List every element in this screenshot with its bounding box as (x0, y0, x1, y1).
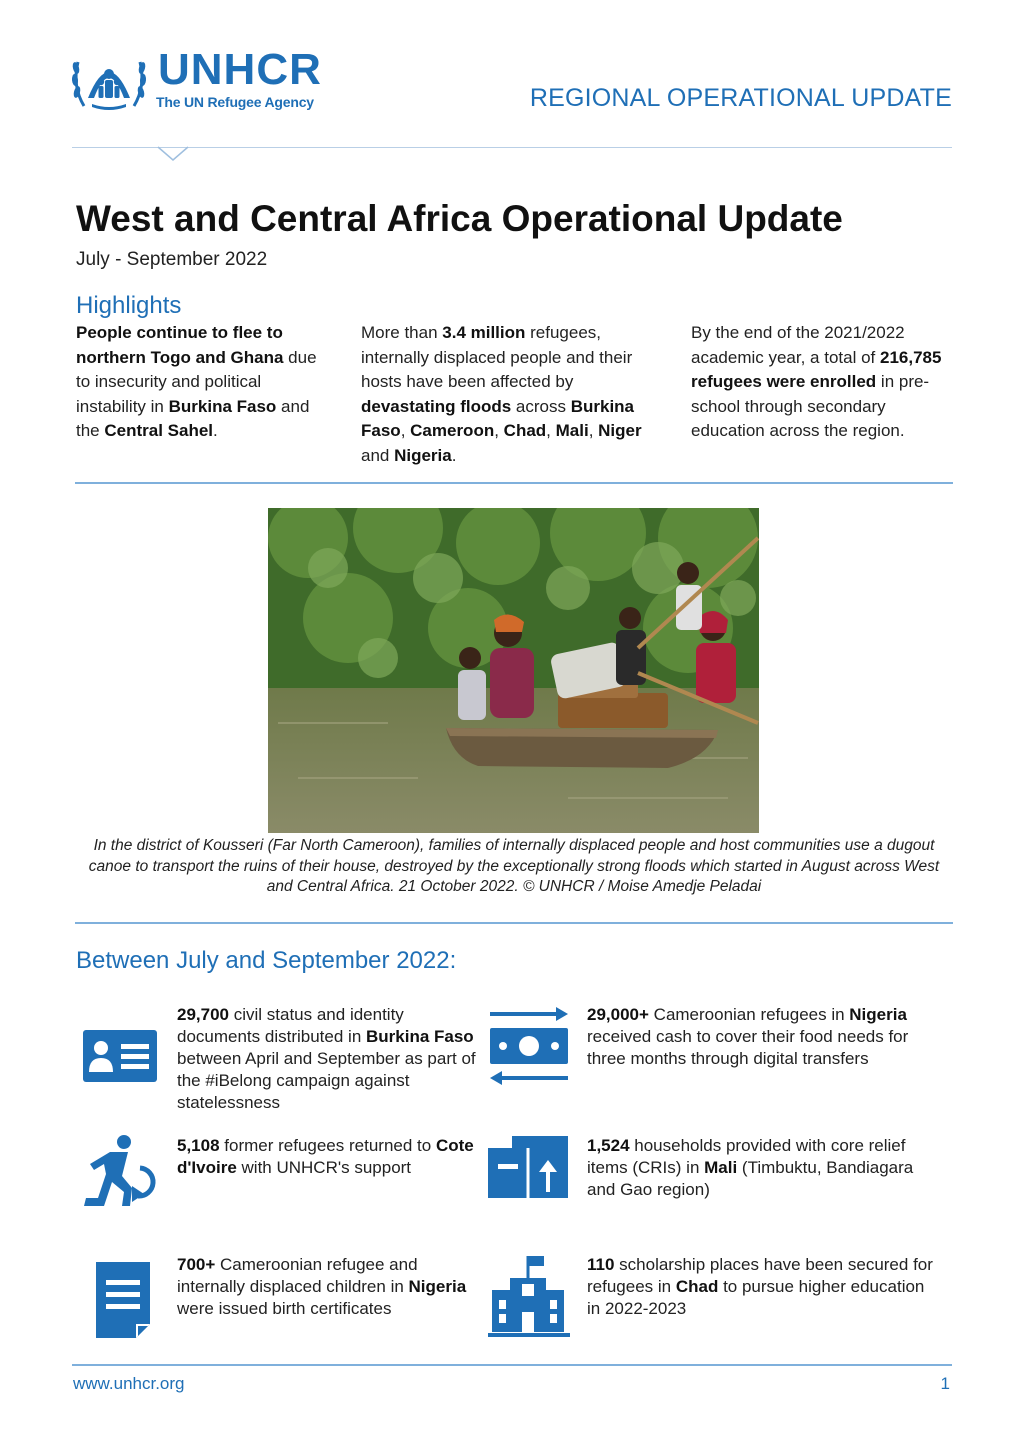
stat-3-bold-2: Cote d'Ivoire (177, 1136, 474, 1177)
highlight-2-text-7: , (588, 421, 599, 440)
highlight-2-bold-6: Mali (555, 421, 589, 440)
highlight-2-bold-5: Chad (503, 421, 547, 440)
highlight-2-bold-7: Niger (598, 421, 642, 440)
highlight-2-text-4: , (400, 421, 411, 440)
stat-civil-documents (177, 1004, 477, 1114)
stat-3-text-2: with UNHCR's support (236, 1158, 412, 1177)
stat-1-text-1: civil status and identity documents distributed in (177, 1005, 404, 1046)
unhcr-emblem-icon (70, 46, 148, 112)
highlight-2-bold-8: Nigeria (394, 445, 452, 465)
stat-4-text-1: households provided with core relief items (CRIs) in (587, 1136, 906, 1177)
stats-heading: Between July and September 2022: (76, 947, 457, 974)
flood-canoe-photo (268, 508, 759, 833)
highlight-2-text-8: and (361, 445, 395, 465)
highlight-2-text-3: across (511, 396, 571, 416)
org-name: UNHCR (158, 45, 322, 94)
highlight-2-bold-2: devastating floods (361, 396, 512, 416)
footer-divider (72, 1364, 952, 1366)
stat-2-text-2: received cash to cover their food needs for three months through digital transfers (587, 1027, 909, 1068)
stat-6-text-1: scholarship places have been secured for refugees in (587, 1255, 933, 1296)
stat-1-value: 29,700 (177, 1005, 229, 1024)
stat-cash-transfers (587, 1004, 947, 1070)
stat-birth-certificates (177, 1254, 467, 1320)
highlight-3-text-1: By the end of the 2021/2022 academic year, a total of (691, 323, 905, 367)
stat-scholarships (587, 1254, 937, 1320)
highlight-1-text-1: due to insecurity and political instability in (76, 347, 317, 416)
id-card-icon (81, 1028, 161, 1108)
highlight-1-text-3: . (213, 421, 218, 440)
page-number: 1 (940, 1374, 950, 1393)
highlight-2-bold-1: 3.4 million (442, 323, 526, 342)
stat-relief-items (587, 1135, 937, 1201)
highlight-3 (691, 321, 953, 444)
cash-transfer-icon (486, 1004, 566, 1084)
stat-3-text-1: former refugees returned to (219, 1136, 436, 1155)
org-tagline: The UN Refugee Agency (156, 94, 314, 110)
page-title: West and Central Africa Operational Update (76, 198, 843, 239)
relief-items-icon (486, 1134, 566, 1214)
document-type-label: REGIONAL OPERATIONAL UPDATE (529, 84, 952, 112)
highlight-2-bold-3: Burkina Faso (361, 396, 635, 440)
highlight-1-bold-2: Burkina Faso (168, 396, 277, 416)
stat-2-value: 29,000+ (587, 1005, 649, 1024)
stat-4-value: 1,524 (587, 1136, 630, 1155)
stat-2-bold-2: Nigeria (849, 1005, 907, 1024)
stat-6-bold-2: Chad (675, 1277, 719, 1296)
stat-4-bold-2: Mali (704, 1158, 738, 1177)
highlight-3-bold-1: 216,785 refugees were enrolled (691, 347, 942, 391)
highlight-2-text-6: , (546, 421, 556, 440)
highlight-1-text-2: and the (76, 396, 310, 440)
chevron-down-icon (157, 145, 189, 163)
header-divider (72, 147, 952, 148)
highlight-2-text-2: refugees, internally displaced people and their hosts have been affected by (361, 323, 633, 391)
photo-caption: In the district of Kousseri (Far North Cameroon), families of internally displaced people and host communities use a dugout canoe to transport the ruins of their house, destroyed by the exceptionally strong floods which started in August across West and Central Africa. 21 October 2022. © UNHCR / Moise Amedje Peladai (88, 837, 940, 895)
highlight-1-bold-3: Central Sahel (104, 421, 214, 440)
returnee-icon (82, 1134, 162, 1214)
photo-divider (75, 922, 953, 924)
highlight-1 (76, 321, 321, 444)
highlights-divider (75, 482, 953, 484)
highlight-2-text-9: . (451, 445, 457, 465)
stat-5-text-1: Cameroonian refugee and internally displaced children in (177, 1255, 418, 1296)
stat-2-text-1: Cameroonian refugees in (648, 1005, 850, 1024)
report-period: July - September 2022 (76, 249, 268, 270)
highlight-2 (361, 321, 646, 468)
footer-website-link[interactable]: www.unhcr.org (73, 1374, 185, 1393)
school-icon (486, 1254, 566, 1334)
stat-1-bold-2: Burkina Faso (366, 1027, 474, 1046)
stat-6-value: 110 (587, 1255, 615, 1274)
highlight-1-bold-1: People continue to flee to northern Togo and Ghana (76, 323, 284, 367)
stat-returns (177, 1135, 477, 1179)
highlight-2-text-5: , (494, 421, 504, 440)
stat-4-text-2: (Timbuktu, Bandiagara and Gao region) (587, 1158, 914, 1199)
stat-5-value: 700+ (177, 1255, 216, 1274)
unhcr-logo (70, 46, 350, 118)
highlight-2-text-1: More than (361, 323, 443, 342)
highlights-heading: Highlights (76, 292, 182, 319)
highlight-2-bold-4: Cameroon (410, 421, 495, 440)
stat-5-bold-2: Nigeria (408, 1277, 467, 1296)
document-icon (94, 1260, 174, 1340)
highlight-3-text-2: in pre-school through secondary education across the region. (691, 372, 930, 440)
stat-1-text-2: between April and September as part of the #iBelong campaign against statelessness (177, 1049, 476, 1112)
stat-5-text-2: were issued birth certificates (177, 1299, 392, 1318)
stat-3-value: 5,108 (177, 1136, 220, 1155)
stat-6-text-2: to pursue higher education in 2022-2023 (587, 1277, 925, 1318)
